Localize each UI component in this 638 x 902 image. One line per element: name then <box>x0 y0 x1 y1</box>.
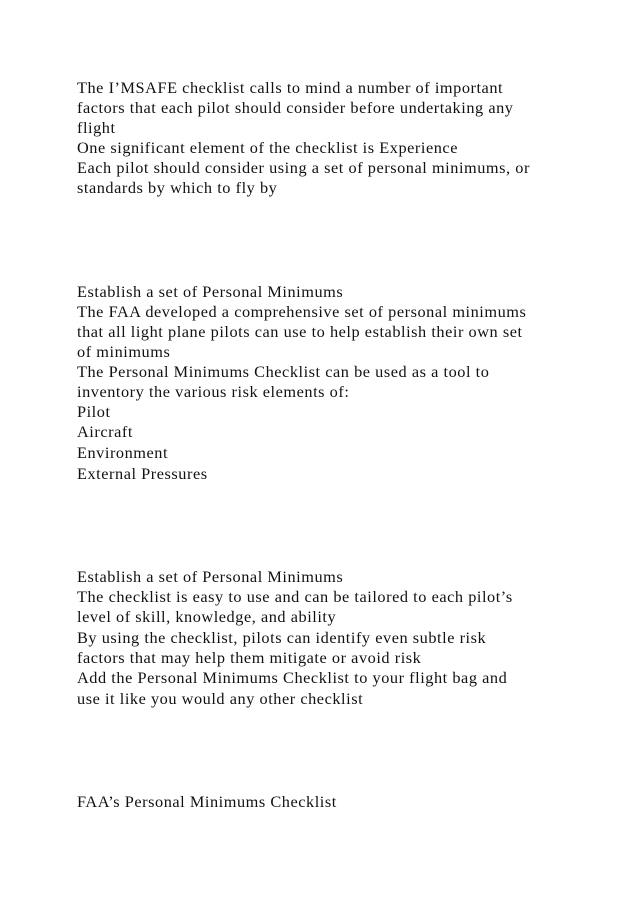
list-item: Environment <box>77 443 169 462</box>
text-line: factors that may help them mitigate or avoid risk <box>77 648 422 667</box>
text-line: The I’MSAFE checklist calls to mind a number of important <box>77 78 504 97</box>
section-heading: Establish a set of Personal Minimums <box>77 567 344 586</box>
text-line: Add the Personal Minimums Checklist to your flight bag and <box>77 668 508 687</box>
list-item: External Pressures <box>77 464 208 483</box>
list-item: Pilot <box>77 402 111 421</box>
text-line: flight <box>77 118 116 137</box>
text-line: inventory the various risk elements of: <box>77 382 350 401</box>
section-heading: Establish a set of Personal Minimums <box>77 282 344 301</box>
text-line: By using the checklist, pilots can identify even subtle risk <box>77 628 487 647</box>
text-line: The Personal Minimums Checklist can be used as a tool to <box>77 362 490 381</box>
list-item: Aircraft <box>77 422 133 441</box>
text-line: The FAA developed a comprehensive set of personal minimums <box>77 302 527 321</box>
text-line: level of skill, knowledge, and ability <box>77 607 337 626</box>
text-line: of minimums <box>77 342 171 361</box>
text-line: that all light plane pilots can use to help establish their own set <box>77 322 523 341</box>
text-line: use it like you would any other checklist <box>77 689 364 708</box>
text-line: factors that each pilot should consider before undertaking any <box>77 98 514 117</box>
text-line: Each pilot should consider using a set of personal minimums, or <box>77 158 530 177</box>
section-heading: FAA’s Personal Minimums Checklist <box>77 792 337 811</box>
text-line: The checklist is easy to use and can be tailored to each pilot’s <box>77 587 513 606</box>
text-line: standards by which to fly by <box>77 178 278 197</box>
text-line: One significant element of the checklist is Experience <box>77 138 458 157</box>
